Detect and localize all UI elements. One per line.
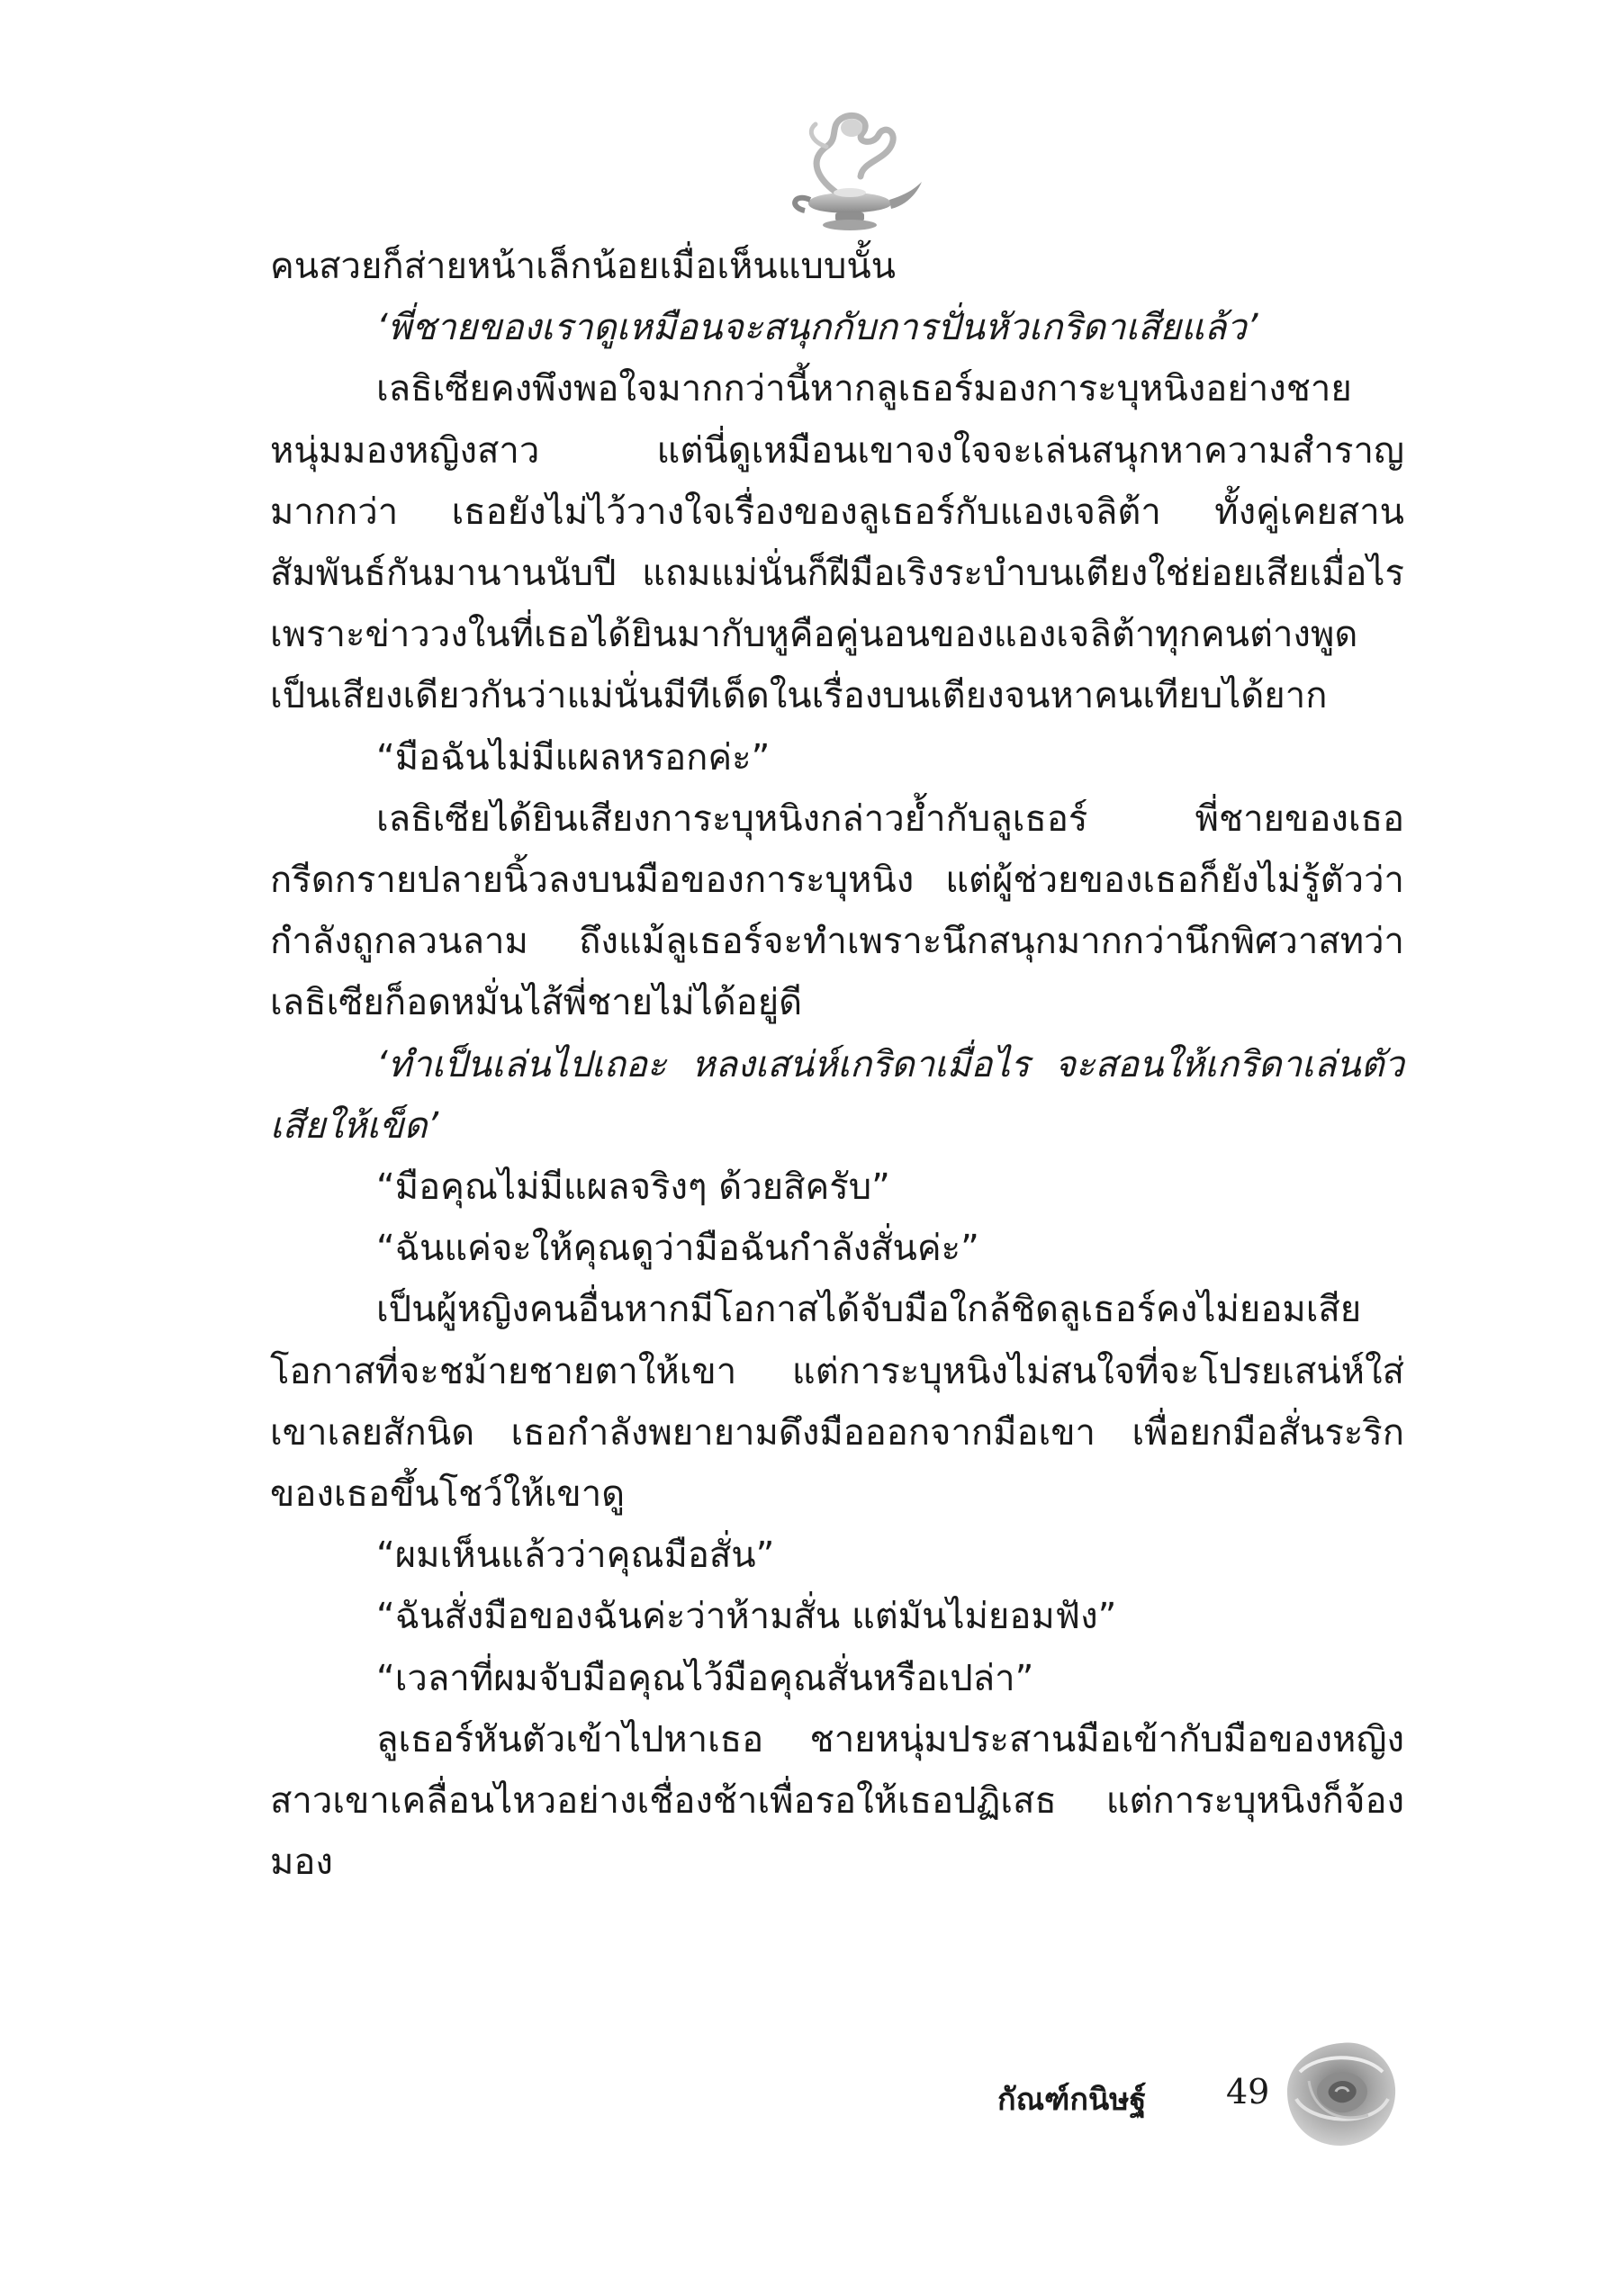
paragraph: ‘ทำเป็นเล่นไปเถอะ หลงเสน่ห์เกริดาเมื่อไร จะสอนให้เกริดาเล่นตัวเสียให้เข็ด’: [270, 1043, 1404, 1147]
paragraph: เป็นผู้หญิงคนอื่นหากมีโอกาสได้จับมือใกล้ชิดลูเธอร์คงไม่ยอมเสียโอกาสที่จะชม้ายชายตาให้เขา แต่การะบุหนิงไม่สนใจที่จะโปรยเสน่ห์ใส่เขาเลยสักนิด เธอกำลังพยายามดึงมือออกจากมือเขา เพื่อยกมือสั่นระริกของเธอขึ้นโชว์ให้เขาดู: [270, 1289, 1404, 1516]
paragraph: “มือฉันไม่มีแผลหรอกค่ะ”: [376, 736, 771, 779]
paragraph: ลูเธอร์หันตัวเข้าไปหาเธอ ชายหนุ่มประสานมือเข้ากับมือของหญิงสาวเขาเคลื่อนไหวอย่างเชื่องช้าเพื่อรอให้เธอปฏิเสธ แต่การะบุหนิงก็จ้องมอง: [270, 1718, 1404, 1884]
rose-icon: [1282, 2036, 1401, 2151]
paragraph: “ฉันแค่จะให้คุณดูว่ามือฉันกำลังสั่นค่ะ”: [376, 1228, 979, 1270]
body-text: [270, 236, 1404, 1893]
paragraph: “เวลาที่ผมจับมือคุณไว้มือคุณสั่นหรือเปล่า”: [376, 1657, 1034, 1699]
paragraph: เลธิเซียคงพึงพอใจมากกว่านี้หากลูเธอร์มองการะบุหนิงอย่างชายหนุ่มมองหญิงสาว แต่นี่ดูเหมือนเขาจงใจจะเล่นสนุกหาความสำราญมากกว่า เธอยังไม่ไว้วางใจเรื่องของลูเธอร์กับแองเจลิต้า ทั้งคู่เคยสานสัมพันธ์กันมานานนับปี แถมแม่นั่นก็ฝีมือเริงระบำบนเตียงใช่ย่อยเสียเมื่อไร เพราะข่าววงในที่เธอได้ยินมากับหูคือคู่นอนของแองเจลิต้าทุกคนต่างพูดเป็นเสียงเดียวกันว่าแม่นั่นมีทีเด็ดในเรื่องบนเตียงจนหาคนเทียบได้ยาก: [270, 368, 1404, 717]
paragraph: เลธิเซียได้ยินเสียงการะบุหนิงกล่าวย้ำกับลูเธอร์ พี่ชายของเธอกรีดกรายปลายนิ้วลงบนมือของการะบุหนิง แต่ผู้ช่วยของเธอก็ยังไม่รู้ตัวว่ากำลังถูกลวนลาม ถึงแม้ลูเธอร์จะทำเพราะนึกสนุกมากกว่านึกพิศวาสทว่าเลธิเซียก็อดหมั่นไส้พี่ชายไม่ได้อยู่ดี: [270, 797, 1404, 1024]
paragraph: “มือคุณไม่มีแผลจริงๆ ด้วยสิครับ”: [376, 1166, 890, 1209]
paragraph: “ผมเห็นแล้วว่าคุณมือสั่น”: [376, 1535, 775, 1577]
paragraph: คนสวยก็ส่ายหน้าเล็กน้อยเมื่อเห็นแบบนั้น: [270, 246, 897, 287]
page-number: 49: [1226, 2072, 1270, 2111]
genie-lamp-icon: [772, 106, 925, 241]
paragraph: ‘พี่ชายของเราดูเหมือนจะสนุกกับการปั่นหัวเกริดาเสียแล้ว’: [376, 307, 1258, 349]
paragraph: “ฉันสั่งมือของฉันค่ะว่าห้ามสั่น แต่มันไม่ยอมฟัง”: [376, 1596, 1117, 1638]
footer-book-title: กัณฑ์กนิษฐ์: [997, 2082, 1147, 2118]
